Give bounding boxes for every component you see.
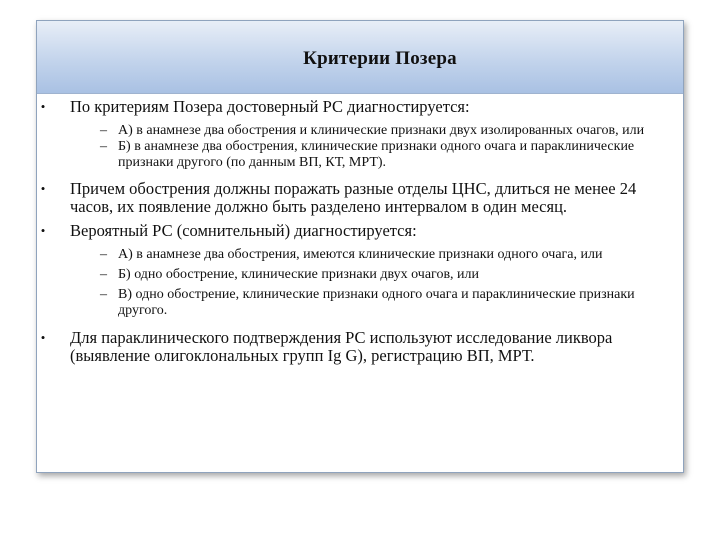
dash-marker: – [100,267,107,282]
bullet-marker: • [40,181,46,196]
bullet-text: По критериям Позера достоверный РС диагностируется: [70,97,470,116]
dash-marker: – [100,123,107,138]
sub-item [37,139,683,171]
sub-item-text: Б) в анамнезе два обострения, клинические признаки одного очага и параклинические признаки другого (по данным ВП, КТ, МРТ). [118,139,635,170]
bullet-item [37,329,683,365]
slide-title: Критерии Позера [303,48,457,69]
bullet-text: Причем обострения должны поражать разные отделы ЦНС, длиться не менее 24 часов, их появление должно быть разделено интервалом в один месяц. [70,179,637,216]
dash-marker: – [100,287,107,302]
sub-item [37,287,683,319]
bullet-text: Для параклинического подтверждения РС используют исследование ликвора (выявление олигоклональных групп Ig G), регистрацию ВП, МРТ. [70,328,613,365]
bullet-marker: • [40,330,46,345]
dash-marker: – [100,247,107,262]
bullet-text: Вероятный РС (сомнительный) диагностируется: [70,221,417,240]
bullet-marker: • [40,99,46,114]
bullet-item [37,222,683,240]
sub-item [37,247,683,263]
bullet-item [37,98,683,116]
sub-item-text: В) одно обострение, клинические признаки одного очага и параклинические признаки другого. [118,287,635,318]
sub-item [37,267,683,283]
dash-marker: – [100,139,107,154]
slide-content [37,98,683,365]
sub-item-text: Б) одно обострение, клинические признаки двух очагов, или [118,267,480,282]
bullet-marker: • [40,223,46,238]
sub-item-text: А) в анамнезе два обострения и клинические признаки двух изолированных очагов, или [118,123,645,138]
bullet-item [37,180,683,216]
sub-item-text: А) в анамнезе два обострения, имеются клинические признаки одного очага, или [118,247,603,262]
title-bar [37,21,683,94]
sub-item [37,123,683,139]
slide-frame [36,20,684,473]
